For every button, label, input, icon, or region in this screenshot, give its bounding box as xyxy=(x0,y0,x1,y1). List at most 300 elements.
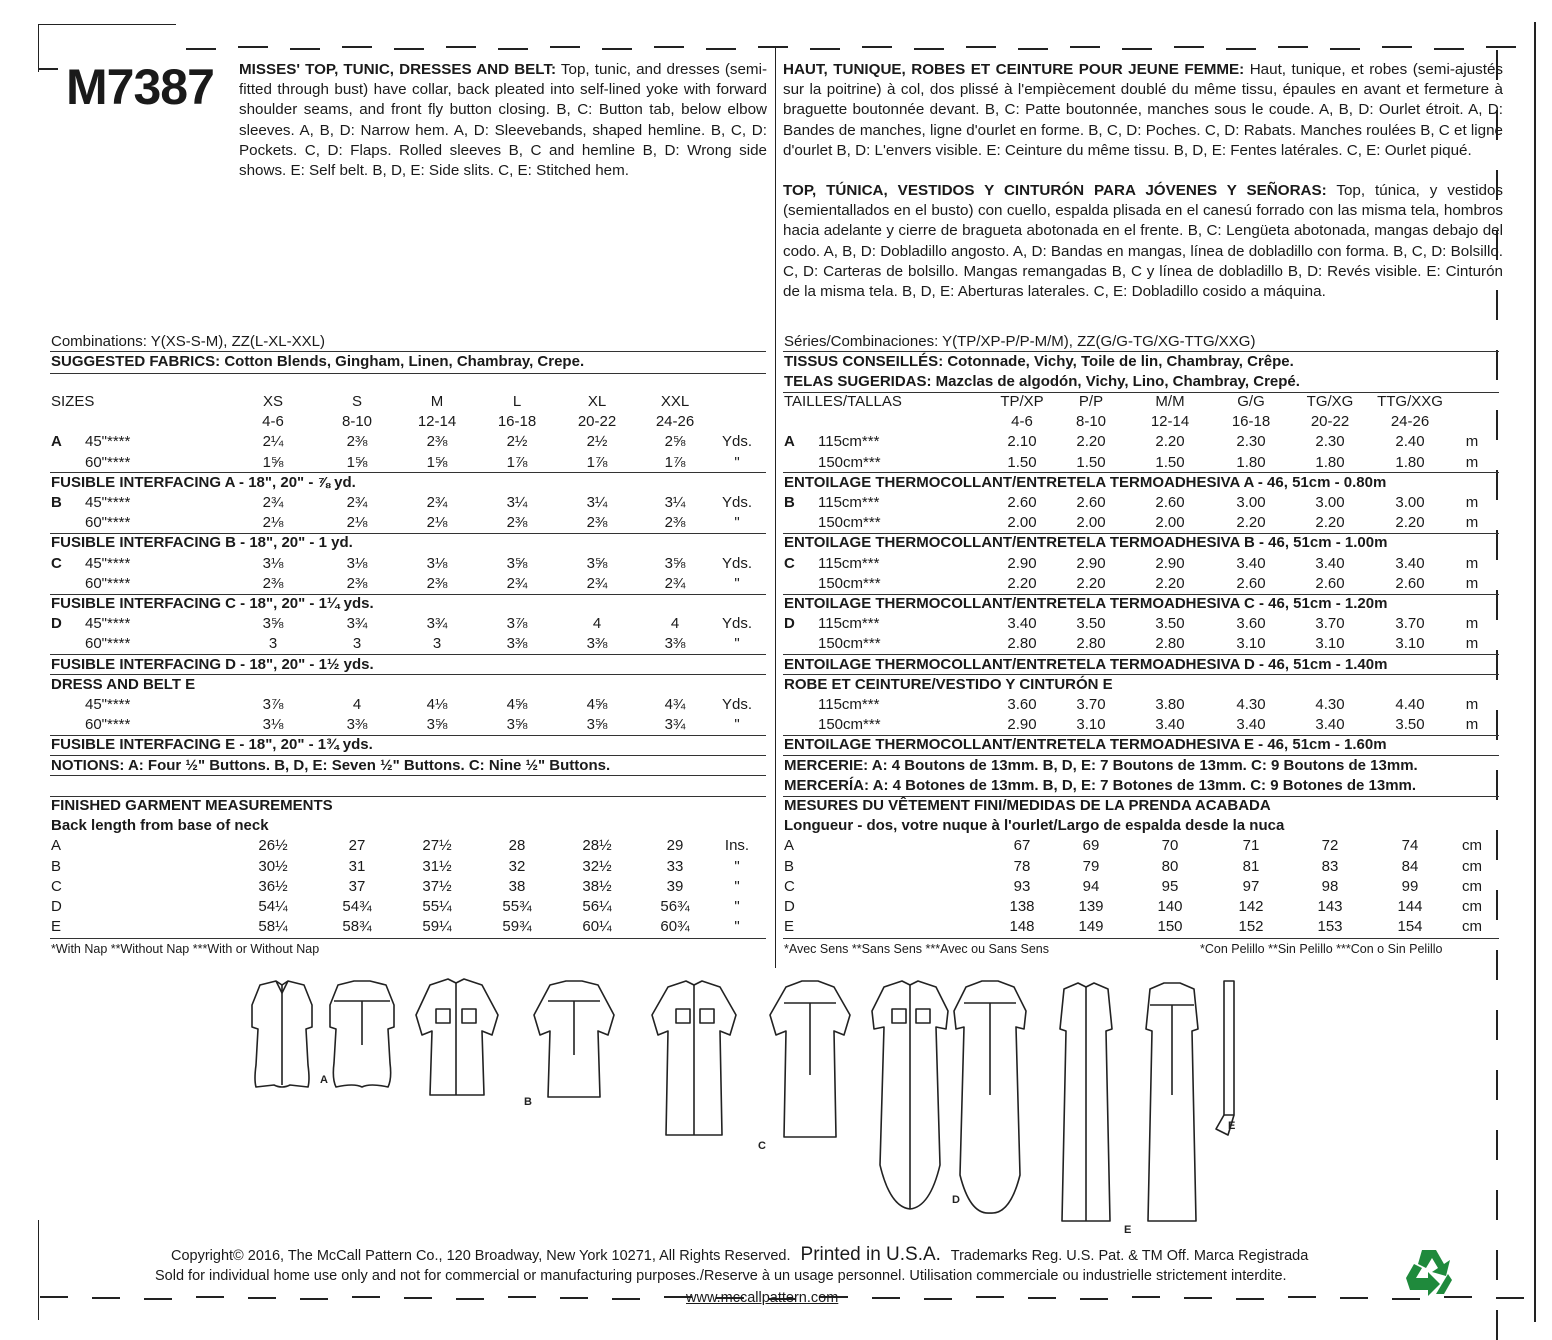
table-cell: 31½ xyxy=(422,857,452,875)
english-description-title: MISSES' TOP, TUNIC, DRESSES AND BELT: xyxy=(239,61,557,78)
unit: m xyxy=(1465,433,1479,451)
view-label-c: C xyxy=(758,1140,766,1152)
table-cell: 3⅝ xyxy=(586,716,608,734)
table-cell: 142 xyxy=(1238,898,1264,915)
table-cell: 69 xyxy=(1082,837,1100,855)
table-row xyxy=(51,695,771,715)
table-row xyxy=(51,574,771,594)
table-cell: 2⅜ xyxy=(346,433,368,451)
dash-segment xyxy=(92,1297,120,1299)
table-row-size-numbers xyxy=(784,412,1504,432)
interfacing-heading: ENTOILAGE THERMOCOLLANT/ENTRETELA TERMOADHESIVA B - 46, 51cm - 1.00m xyxy=(784,534,1388,552)
table-cell: 54¼ xyxy=(258,898,288,915)
unit: cm xyxy=(1462,857,1482,875)
size-number: 12-14 xyxy=(1150,413,1190,431)
fabric-width: 115cm*** xyxy=(818,494,880,511)
table-cell: 152 xyxy=(1238,918,1264,936)
view-letter: C xyxy=(784,877,795,895)
interfacing-heading: FUSIBLE INTERFACING C - 18", 20" - 1¼ yds. xyxy=(51,595,374,612)
table-cell: 2⅜ xyxy=(262,574,284,592)
unit: Yds. xyxy=(721,696,753,713)
size-number: 24-26 xyxy=(655,413,695,431)
tissus-conseilles: TISSUS CONSEILLÉS: Cotonnade, Vichy, Toile de lin, Chambray, Crêpe. xyxy=(784,353,1294,370)
table-cell: 1.80 xyxy=(1236,453,1266,471)
fabric-width: 115cm*** xyxy=(818,433,880,451)
finished-measurements-title: MESURES DU VÊTEMENT FINI/MEDIDAS DE LA PRENDA ACABADA xyxy=(784,797,1271,814)
table-cell: 4¾ xyxy=(664,696,686,713)
table-row-sizes xyxy=(51,392,771,412)
combinations-fr-es: Séries/Combinaciones: Y(TP/XP-P/P-M/M), ZZ(G/G-TG/XG-TTG/XXG) xyxy=(784,333,1256,350)
notions: NOTIONS: A: Four ½" Buttons. B, D, E: Seven ½" Buttons. C: Nine ½" Buttons. xyxy=(51,756,611,774)
table-cell: 59¾ xyxy=(502,918,532,936)
website-link[interactable]: www.mccallpattern.com xyxy=(686,1290,839,1306)
dash-segment xyxy=(1226,48,1256,50)
table-cell: 1⅝ xyxy=(426,453,448,471)
table-cell: 3.60 xyxy=(1236,615,1266,633)
table-cell: 138 xyxy=(1009,898,1035,915)
table-cell: 3.40 xyxy=(1315,554,1345,572)
table-cell: 99 xyxy=(1401,877,1419,895)
table-cell: 139 xyxy=(1078,898,1104,915)
table-cell: 4 xyxy=(352,696,362,713)
size-number: 16-18 xyxy=(497,413,537,431)
dash-segment xyxy=(1496,950,1498,980)
table-row xyxy=(51,554,771,574)
table-cell: 3.00 xyxy=(1395,494,1425,511)
interfacing-heading: DRESS AND BELT E xyxy=(51,675,196,693)
size-name: L xyxy=(512,393,522,410)
table-cell: 2.80 xyxy=(1155,635,1185,653)
table-cell: 2¾ xyxy=(426,494,448,511)
dash-segment xyxy=(1028,1297,1056,1299)
nap-note-es: *Con Pelillo **Sin Pelillo ***Con o Sin Pelillo xyxy=(1200,942,1443,957)
table-cell: 143 xyxy=(1317,898,1343,915)
table-cell: 39 xyxy=(666,877,684,895)
table-cell: 3⅝ xyxy=(586,554,608,572)
table-cell: 1⅝ xyxy=(346,453,368,471)
table-cell: 72 xyxy=(1321,837,1339,855)
table-cell: 1.50 xyxy=(1076,453,1106,471)
dash-segment xyxy=(612,1298,640,1300)
size-number: 24-26 xyxy=(1390,413,1430,431)
unit: " xyxy=(734,514,740,532)
sizes-label: SIZES xyxy=(51,393,95,410)
dash-segment xyxy=(1330,48,1360,50)
table-cell: 32½ xyxy=(582,857,612,875)
dash-segment xyxy=(1496,1250,1498,1280)
size-number: 20-22 xyxy=(577,413,617,431)
size-name: XL xyxy=(587,393,607,410)
rule xyxy=(50,775,766,776)
dash-segment xyxy=(810,48,840,50)
view-b-front-drawing xyxy=(416,979,498,1095)
size-number: 12-14 xyxy=(417,413,457,431)
view-label-e: E xyxy=(1124,1224,1132,1235)
table-row xyxy=(784,432,1504,452)
dash-segment xyxy=(1184,1297,1212,1299)
dash-segment xyxy=(1340,1297,1368,1299)
size-name: TG/XG xyxy=(1306,393,1354,410)
table-row xyxy=(784,574,1504,594)
table-cell: 3⅜ xyxy=(664,635,686,653)
size-name: TP/XP xyxy=(1000,393,1044,410)
fabric-width: 115cm*** xyxy=(818,554,880,572)
unit: Ins. xyxy=(724,837,750,855)
unit: cm xyxy=(1462,898,1482,915)
table-cell: 2⅛ xyxy=(262,514,284,532)
table-cell: 3¾ xyxy=(346,615,368,633)
interfacing-heading: ENTOILAGE THERMOCOLLANT/ENTRETELA TERMOADHESIVA E - 46, 51cm - 1.60m xyxy=(784,736,1387,754)
table-cell: 2.60 xyxy=(1395,574,1425,592)
fabric-width: 150cm*** xyxy=(818,574,881,592)
merceria: MERCERÍA: A: 4 Botones de 13mm. B, D, E: 7 Botones de 13mm. C: 9 Botones de 13mm. xyxy=(784,776,1417,794)
table-cell: 140 xyxy=(1157,898,1183,915)
table-cell: 2⅜ xyxy=(426,574,448,592)
unit: Yds. xyxy=(721,433,753,451)
table-cell: 58¼ xyxy=(258,918,288,936)
table-cell: 2.00 xyxy=(1007,514,1037,532)
view-letter: D xyxy=(784,615,795,633)
table-row xyxy=(51,453,771,473)
table-cell: 2⅛ xyxy=(346,514,368,532)
dash-segment xyxy=(706,48,736,50)
table-cell: 3.10 xyxy=(1395,635,1425,653)
table-cell: 2½ xyxy=(586,433,608,451)
table-cell: 2¾ xyxy=(586,574,608,592)
view-e-belt-drawing xyxy=(1216,981,1234,1135)
table-cell: 3¾ xyxy=(426,615,448,633)
table-cell: 27 xyxy=(348,837,366,855)
measurement-row xyxy=(784,857,1504,877)
dash-segment xyxy=(1486,46,1516,48)
table-cell: 2.00 xyxy=(1076,514,1106,532)
unit: m xyxy=(1465,514,1479,532)
dash-segment xyxy=(144,1298,172,1300)
table-cell: 2.20 xyxy=(1315,514,1345,532)
unit: m xyxy=(1465,574,1479,592)
unit: cm xyxy=(1462,918,1482,936)
table-cell: 78 xyxy=(1013,857,1031,875)
table-row xyxy=(784,493,1504,513)
dash-segment xyxy=(456,1298,484,1300)
table-cell: 3.70 xyxy=(1315,615,1345,633)
table-row xyxy=(51,432,771,452)
table-row xyxy=(51,634,771,654)
table-cell: 38½ xyxy=(582,877,612,895)
table-cell: 80 xyxy=(1161,857,1179,875)
table-cell: 3.50 xyxy=(1395,716,1425,734)
interfacing-heading: FUSIBLE INTERFACING E - 18", 20" - 1¾ yds. xyxy=(51,736,373,754)
view-label-d: D xyxy=(952,1194,960,1206)
dash-segment xyxy=(966,46,996,48)
table-row xyxy=(784,634,1504,654)
table-cell: 2⅜ xyxy=(346,574,368,592)
interfacing-heading: ENTOILAGE THERMOCOLLANT/ENTRETELA TERMOADHESIVA A - 46, 51cm - 0.80m xyxy=(784,473,1387,491)
table-cell: 93 xyxy=(1013,877,1031,895)
unit: m xyxy=(1465,635,1479,653)
dash-segment xyxy=(1070,46,1100,48)
frame-left-line xyxy=(38,24,39,72)
table-cell: 3⅝ xyxy=(506,716,528,734)
french-description-title: HAUT, TUNIQUE, ROBES ET CEINTURE POUR JEUNE FEMME: xyxy=(783,61,1245,78)
view-letter: B xyxy=(784,494,795,511)
size-name: M/M xyxy=(1155,393,1185,410)
table-cell: 2½ xyxy=(506,433,528,451)
table-cell: 3¼ xyxy=(664,494,686,511)
unit: " xyxy=(734,453,740,471)
usage-notice: Sold for individual home use only and not for commercial or manufacturing purposes./Reserve à un usage personnel. Utilisation commerciale ou industrielle strictement interdite. xyxy=(155,1268,1287,1284)
table-cell: 31 xyxy=(348,857,366,875)
table-cell: 2.90 xyxy=(1155,554,1185,572)
spanish-description-text: Top, túnica, y vestidos (semientallados en el busto) con cuello, espalda plisada en el canesú forrado con las misma tela, hombros hacia adelante y cierre de bragueta abotonada en el frente. B, C: Lengüeta abotonada, mangas debajo del codo. A, B, D: Dobladillo angosto. A, D: Bandas en mangas, línea de dobladillo con forma. B, C, D: Bolsillo. C, D: Carteras de bolsillo. Mangas remangadas B, C y línea de dobladillo B, D: Revés visible. E: Cinturón de la misma tela. B, D, E: Aberturas laterales. C, E: Dobladillo cosido a máquina. xyxy=(783,182,1503,301)
table-cell: 4 xyxy=(592,615,602,633)
dash-segment xyxy=(1278,46,1308,48)
table-cell: 84 xyxy=(1401,857,1419,875)
dash-segment xyxy=(1018,48,1048,50)
table-row xyxy=(51,715,771,735)
table-cell: 3 xyxy=(268,635,278,653)
table-cell: 3.70 xyxy=(1076,696,1106,713)
table-cell: 154 xyxy=(1397,918,1423,936)
table-cell: 2.90 xyxy=(1007,716,1037,734)
table-cell: 1⅞ xyxy=(664,453,686,471)
table-cell: 71 xyxy=(1242,837,1260,855)
table-cell: 3.10 xyxy=(1236,635,1266,653)
unit: m xyxy=(1465,615,1479,633)
view-label-b: B xyxy=(524,1096,532,1108)
view-letter: B xyxy=(51,857,62,875)
combinations-en: Combinations: Y(XS-S-M), ZZ(L-XL-XXL) xyxy=(51,333,325,350)
french-description-text: Haut, tunique, et robes (semi-ajustés sur la poitrine) à col, dos plissé à l'empiècement doublé du même tissu, épaules en avant et fermeture à braguette boutonnée devant. B, C: Patte boutonnée, manches sous le coude. A, B, D: Ourlet étroit. A, D: Bandes de manches, ligne d'ourlet en forme. B, C, D: Poches. C, D: Rabats. Manches roulées B, C et ligne d'ourlet B, D: L'envers visible. E: Ceinture du même tissu. B, D, E: Fentes latérales. C, E: Ourlet piqué. xyxy=(783,61,1504,159)
table-cell: 2.20 xyxy=(1076,433,1106,451)
dash-segment xyxy=(560,1297,588,1299)
table-cell: 3.10 xyxy=(1315,635,1345,653)
fabric-width: 150cm*** xyxy=(818,635,881,653)
dash-segment xyxy=(758,46,788,48)
table-row xyxy=(784,513,1504,533)
table-cell: 3.70 xyxy=(1395,615,1425,633)
table-cell: 3⅝ xyxy=(506,554,528,572)
table-cell: 3.40 xyxy=(1236,716,1266,734)
dash-segment xyxy=(1174,46,1204,48)
measurement-row xyxy=(784,836,1504,856)
table-cell: 56¾ xyxy=(660,898,690,915)
view-letter: A xyxy=(784,433,795,451)
dash-segment xyxy=(1132,1296,1160,1298)
unit: m xyxy=(1465,696,1479,713)
table-cell: 29 xyxy=(666,837,684,855)
table-cell: 55¾ xyxy=(502,898,532,915)
table-cell: 4.30 xyxy=(1236,696,1266,713)
table-cell: 2.20 xyxy=(1076,574,1106,592)
table-cell: 2.30 xyxy=(1315,433,1345,451)
finished-measurements-title: FINISHED GARMENT MEASUREMENTS xyxy=(51,797,333,814)
size-name: G/G xyxy=(1237,393,1265,410)
table-cell: 153 xyxy=(1317,918,1343,936)
table-row xyxy=(51,513,771,533)
dash-segment xyxy=(924,1298,952,1300)
unit: " xyxy=(734,918,740,936)
table-cell: 2⅝ xyxy=(664,433,686,451)
suggested-fabrics-en: SUGGESTED FABRICS: Cotton Blends, Gingham, Linen, Chambray, Crepe. xyxy=(51,353,585,370)
unit: Yds. xyxy=(721,494,753,511)
copyright-text: Copyright© 2016, The McCall Pattern Co., 120 Broadway, New York 10271, All Rights Reserved. xyxy=(171,1248,791,1264)
view-c-back-drawing xyxy=(770,981,850,1137)
interfacing-heading: FUSIBLE INTERFACING D - 18", 20" - 1½ yds. xyxy=(51,655,374,673)
table-cell: 1⅞ xyxy=(586,453,608,471)
view-letter: C xyxy=(51,554,62,572)
table-cell: 2.60 xyxy=(1236,574,1266,592)
size-name: P/P xyxy=(1078,393,1104,410)
table-cell: 4.40 xyxy=(1395,696,1425,713)
measurement-row xyxy=(51,897,771,917)
french-description xyxy=(783,60,1503,161)
table-cell: 3⅝ xyxy=(664,554,686,572)
table-cell: 32 xyxy=(508,857,526,875)
table-cell: 3.60 xyxy=(1007,696,1037,713)
measurement-row xyxy=(51,857,771,877)
table-cell: 3.10 xyxy=(1076,716,1106,734)
table-row xyxy=(51,614,771,634)
table-cell: 3.40 xyxy=(1236,554,1266,572)
fabric-width: 45"**** xyxy=(85,554,131,572)
dash-segment xyxy=(40,1296,68,1298)
interfacing-heading: ENTOILAGE THERMOCOLLANT/ENTRETELA TERMOADHESIVA D - 46, 51cm - 1.40m xyxy=(784,655,1388,673)
dash-segment xyxy=(508,1296,536,1298)
table-cell: 3⅞ xyxy=(506,615,528,633)
column-divider xyxy=(775,48,776,968)
frame-left-line-lower xyxy=(38,1220,39,1320)
table-row xyxy=(784,695,1504,715)
dash-segment xyxy=(290,48,320,50)
table-cell: 81 xyxy=(1242,857,1260,875)
view-label-a: A xyxy=(320,1074,328,1086)
table-cell: 3⅜ xyxy=(346,716,368,734)
view-c-front-drawing xyxy=(652,981,736,1135)
table-cell: 27½ xyxy=(422,837,452,855)
table-cell: 2¾ xyxy=(664,574,686,592)
size-name: XXL xyxy=(660,393,690,410)
interfacing-heading: FUSIBLE INTERFACING A - 18", 20" - ⅞ yd. xyxy=(51,473,356,491)
fabric-width: 45"**** xyxy=(85,696,131,713)
table-cell: 2¾ xyxy=(346,494,368,511)
table-cell: 2⅜ xyxy=(664,514,686,532)
table-cell: 70 xyxy=(1161,837,1179,855)
table-cell: 28 xyxy=(508,837,526,855)
table-cell: 1⅞ xyxy=(506,453,528,471)
unit: Yds. xyxy=(721,554,753,572)
mercerie: MERCERIE: A: 4 Boutons de 13mm. B, D, E: 7 Boutons de 13mm. C: 9 Boutons de 13mm. xyxy=(784,756,1418,774)
table-cell: 148 xyxy=(1009,918,1035,936)
view-letter: E xyxy=(51,918,62,936)
dash-segment xyxy=(550,46,580,48)
table-cell: 3⅛ xyxy=(426,554,448,572)
view-d-back-drawing xyxy=(954,981,1026,1213)
table-cell: 3⅝ xyxy=(426,716,448,734)
measurement-row xyxy=(51,877,771,897)
table-cell: 2.30 xyxy=(1236,433,1266,451)
printed-in-usa: Printed in U.S.A. xyxy=(800,1244,941,1265)
table-cell: 74 xyxy=(1401,837,1419,855)
table-cell: 3.50 xyxy=(1155,615,1185,633)
view-e-front-drawing xyxy=(1060,983,1112,1221)
dash-segment xyxy=(1434,48,1464,50)
table-cell: 3.40 xyxy=(1155,716,1185,734)
fabric-width: 115cm*** xyxy=(818,696,880,713)
table-cell: 2⅜ xyxy=(506,514,528,532)
unit: " xyxy=(734,716,740,734)
fabric-width: 45"**** xyxy=(85,433,131,451)
table-cell: 1.80 xyxy=(1395,453,1425,471)
table-cell: 4.30 xyxy=(1315,696,1345,713)
view-letter: A xyxy=(51,837,62,855)
table-cell: 2.20 xyxy=(1155,433,1185,451)
unit: " xyxy=(734,574,740,592)
view-e-back-drawing xyxy=(1146,983,1198,1221)
table-cell: 79 xyxy=(1082,857,1100,875)
table-cell: 3⅜ xyxy=(586,635,608,653)
table-cell: 1⅝ xyxy=(262,453,284,471)
trademarks-text: Trademarks Reg. U.S. Pat. & TM Off. Marca Registrada xyxy=(950,1248,1309,1264)
table-cell: 2.90 xyxy=(1076,554,1106,572)
table-cell: 1.80 xyxy=(1315,453,1345,471)
size-name: M xyxy=(430,393,444,410)
interfacing-heading: ENTOILAGE THERMOCOLLANT/ENTRETELA TERMOADHESIVA C - 46, 51cm - 1.20m xyxy=(784,595,1388,612)
table-cell: 2.80 xyxy=(1076,635,1106,653)
recycle-icon xyxy=(1400,1246,1458,1300)
rule xyxy=(50,373,766,374)
table-row xyxy=(784,554,1504,574)
table-cell: 3¼ xyxy=(586,494,608,511)
table-row xyxy=(784,453,1504,473)
table-cell: 3.00 xyxy=(1236,494,1266,511)
table-cell: 3⅛ xyxy=(262,716,284,734)
table-cell: 144 xyxy=(1397,898,1423,915)
table-cell: 3.40 xyxy=(1007,615,1037,633)
dash-segment xyxy=(976,1296,1004,1298)
nap-note: *With Nap **Without Nap ***With or Without Nap xyxy=(51,942,320,957)
dash-segment xyxy=(404,1297,432,1299)
measurement-row xyxy=(784,877,1504,897)
dash-segment xyxy=(602,48,632,50)
dash-segment xyxy=(1496,1130,1498,1160)
dash-segment xyxy=(872,1297,900,1299)
table-cell: 2⅛ xyxy=(426,514,448,532)
size-number: 20-22 xyxy=(1310,413,1350,431)
view-letter: E xyxy=(784,918,795,936)
dash-segment xyxy=(1496,1310,1498,1340)
fabric-width: 150cm*** xyxy=(818,514,881,532)
table-cell: 58¾ xyxy=(342,918,372,936)
table-cell: 95 xyxy=(1161,877,1179,895)
unit: " xyxy=(734,635,740,653)
size-name: XS xyxy=(262,393,284,410)
table-cell: 2.20 xyxy=(1236,514,1266,532)
fabric-width: 60"**** xyxy=(85,716,131,734)
unit: cm xyxy=(1462,877,1482,895)
table-cell: 2.60 xyxy=(1155,494,1185,511)
interfacing-heading: ROBE ET CEINTURE/VESTIDO Y CINTURÓN E xyxy=(784,675,1113,693)
table-cell: 2.60 xyxy=(1007,494,1037,511)
table-cell: 3 xyxy=(432,635,442,653)
table-cell: 3⅛ xyxy=(262,554,284,572)
frame-top-line xyxy=(38,24,176,25)
sizes-label: TAILLES/TALLAS xyxy=(784,393,902,410)
dash-segment xyxy=(352,1296,380,1298)
table-cell: 97 xyxy=(1242,877,1260,895)
view-letter: D xyxy=(784,898,795,915)
table-cell: 1.50 xyxy=(1007,453,1037,471)
